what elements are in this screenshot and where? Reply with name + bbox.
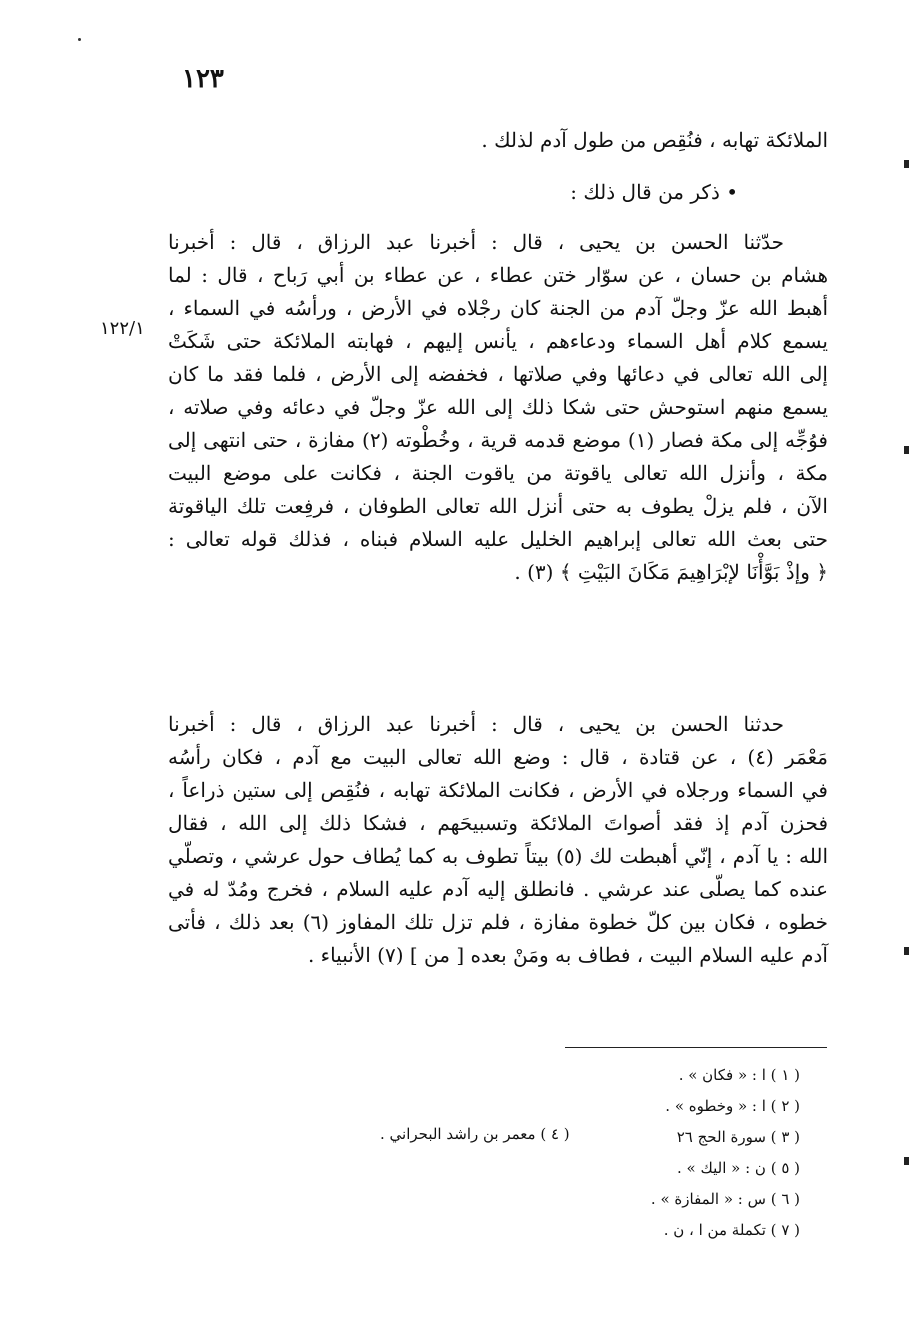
text-line: مكة ، وأنزل الله تعالى ياقوتة من ياقوت الجنة ، فكانت على موضع البيت <box>168 461 828 485</box>
text-line: في السماء ورجلاه في الأرض ، فكانت الملائكة تهابه ، فنُقِص إلى ستين ذراعاً ، <box>168 778 828 802</box>
text-line: يسمع كلام أهل السماء ودعاءهم ، يأنس إليهم ، فهابته الملائكة حتى شَكَتْ <box>168 329 828 353</box>
text-line: مَعْمَر (٤) ، عن قتادة ، قال : وضع الله تعالى البيت مع آدم ، فكان رأسُه <box>168 745 828 769</box>
text-line: خطوه ، فكان بين كلّ خطوة مفازة ، فلم تزل تلك المفاوز (٦) بعد ذلك ، فأتى <box>168 910 828 934</box>
footnote: ( ٧ ) تكملة من ا ، ن . <box>663 1221 800 1239</box>
text-line: حتى بعث الله تعالى إبراهيم الخليل عليه السلام فبناه ، فذلك قوله تعالى : <box>168 527 828 551</box>
scan-edge-mark <box>904 446 909 454</box>
footnote: ( ٥ ) ن : « اليك » . <box>676 1159 800 1177</box>
text-line: أهبط الله عزّ وجلّ آدم من الجنة كان رجْلاه في الأرض ، ورأسُه في السماء ، <box>168 296 828 320</box>
text-line: الله : يا آدم ، إنّي أهبطت لك (٥) بيتاً تطوف به كما يُطاف حول عرشي ، وتصلّي <box>168 844 829 868</box>
text-line: هشام بن حسان ، عن سوّار ختن عطاء ، عن عطاء بن أبي رَباح ، قال : لما <box>168 263 828 287</box>
text-line: آدم عليه السلام البيت ، فطاف به ومَنْ بعده [ من ] (٧) الأنبياء . <box>307 943 828 967</box>
opening-line <box>168 124 828 157</box>
page-number: ١٢٣ <box>182 64 224 94</box>
text-line: الملائكة تهابه ، فنُقِص من طول آدم لذلك . <box>481 128 828 152</box>
text-line: يسمع منهم استوحش حتى شكا ذلك إلى الله عزّ وجلّ في دعائه وفي صلاته ، <box>168 395 828 419</box>
scan-edge-mark <box>904 160 909 168</box>
text-line: عنده كما يصلّى عند عرشي . فانطلق إليه آدم عليه السلام ، فخرج ومُدّ له في <box>168 877 828 901</box>
scan-speck <box>78 38 81 41</box>
margin-reference: ١٢٢/١ <box>100 318 145 339</box>
scan-edge-mark <box>904 1157 909 1165</box>
text-line: حدّثنا الحسن بن يحيى ، قال : أخبرنا عبد الرزاق ، قال : أخبرنا <box>168 230 784 254</box>
text-line: حدثنا الحسن بن يحيى ، قال : أخبرنا عبد الرزاق ، قال : أخبرنا <box>168 712 784 736</box>
footnotes <box>380 1060 800 1246</box>
footnote-side: ( ٤ ) معمر بن راشد البحراني . <box>380 1125 570 1143</box>
text-line: إلى الله تعالى في دعائها وفي صلاتها ، فخفضه إلى الأرض ، فلما فقد ما كان <box>168 362 828 386</box>
quran-verse-line: ﴿ وإذْ بَوَّأْنَا لإبْرَاهِيمَ مَكَانَ البَيْتِ ﴾ (٣) . <box>514 560 828 584</box>
paragraph-1 <box>168 226 828 589</box>
footnote: ( ١ ) ا : « فكان » . <box>678 1066 800 1084</box>
footnote: ( ٣ ) سورة الحج ٢٦ <box>676 1128 800 1146</box>
section-heading <box>168 176 828 209</box>
text-line: الآن ، فلم يزلْ يطوف به حتى أنزل الله تعالى الطوفان ، فرفِعت تلك الياقوتة <box>168 494 828 518</box>
footnote: ( ٢ ) ا : « وخطوه » . <box>665 1097 800 1115</box>
footnote-divider <box>565 1047 827 1048</box>
footnote: ( ٦ ) س : « المفازة » . <box>650 1190 800 1208</box>
heading-text: • ذكر من قال ذلك : <box>570 180 738 204</box>
scan-edge-mark <box>904 947 909 955</box>
text-line: فحزن آدم إذ فقد أصواتَ الملائكة وتسبيحَهم ، فشكا ذلك إلى الله ، فقال <box>168 811 828 835</box>
text-line: فوُجِّه إلى مكة فصار (١) موضع قدمه قرية ، وخُطْوته (٢) مفازة ، حتى انتهى إلى <box>168 428 828 452</box>
paragraph-2 <box>168 708 828 972</box>
